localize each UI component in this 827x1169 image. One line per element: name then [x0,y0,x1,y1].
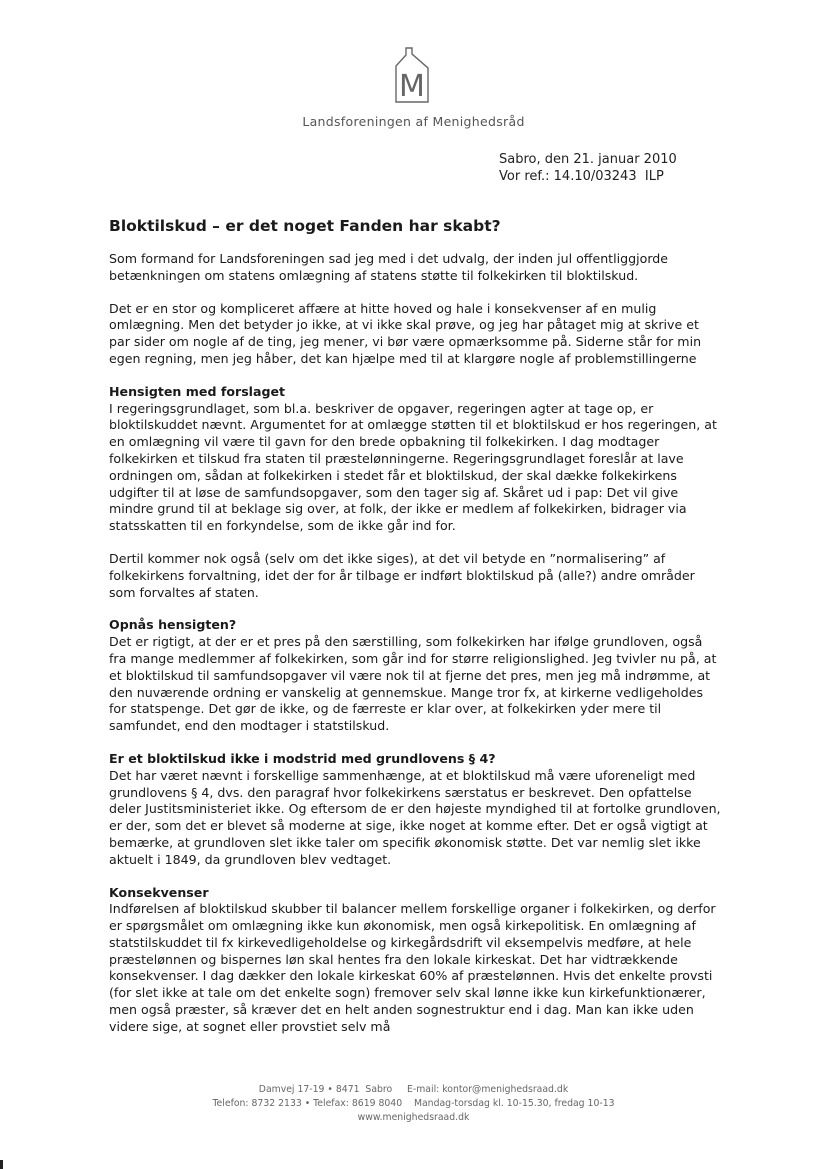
section-achieved [109,617,721,735]
organization-logo [392,46,432,104]
place-date: Sabro, den 21. januar 2010 [499,152,677,167]
document-title: Bloktilskud – er det noget Fanden har skabt? [109,217,501,235]
section-paragraph: Dertil kommer nok også (selv om det ikke siges), at det vil betyde en ”normalisering” af folkekirkens forvaltning, idet der for år tilbage er indført bloktilskud på (alle?) andre områder som forvaltes af staten. [109,550,695,600]
letter-footer [0,1083,827,1125]
intro-paragraph: Som formand for Landsforeningen sad jeg med i det udvalg, der inden jul offentliggjorde betænkningen om statens omlægning af statens støtte til folkekirken til bloktilskud. [109,251,669,283]
logo-letter: M [399,69,425,104]
section-paragraph: Det har været nævnt i forskellige sammenhænge, at et bloktilskud må være uforeneligt med grundlovens § 4, dvs. den paragraf hvor folkekirkens særstatus er beskrevet. Den opfattelse deler Justitsministeriet ikke. Og eftersom de er den højeste myndighed til at fortolke grundloven, er der, som det er blevet så moderne at sige, ikke noget at komme efter. Det er også vigtigt at bemærke, at grundloven slet ikke taler om specifik økonomisk støtte. Det var nemlig slet ikke aktuelt i 1849, da grundloven blev vedtaget. [109,767,721,867]
footer-address-email: Damvej 17-19 • 8471 Sabro E-mail: kontor@menighedsraad.dk [258,1084,569,1095]
section-heading: Konsekvenser [109,884,209,900]
section-heading: Er et bloktilskud ikke i modstrid med grundlovens § 4? [109,750,496,766]
document-body [109,251,721,1052]
section-purpose [109,384,721,602]
section-heading: Hensigten med forslaget [109,383,286,399]
letter-meta [499,151,677,185]
section-paragraph: Det er rigtigt, at der er et pres på den særstilling, som folkekirken har ifølge grundloven, også fra mange medlemmer af folkekirken, som går ind for større religionslighed. Jeg tvivler nu på, at et bloktilskud til samfundsopgaver vil være nok til at fjerne det pres, men jeg må indrømme, at den nuværende ordning er vanskelig at gennemskue. Mange tror fx, at kirkerne vedligeholdes for statspenge. Det gør de ikke, og de færreste er klar over, at folkekirken yder mere til samfundet, end den modtager i statstilskud. [109,634,717,734]
section-heading: Opnås hensigten? [109,617,237,633]
intro-paragraph: Det er en stor og kompliceret affære at hitte hoved og hale i konsekvenser af en mulig omlægning. Men det betyder jo ikke, at vi ikke skal prøve, og jeg har påtaget mig at skrive et par sider om nogle af de ting, jeg mener, vi bør være opmærksomme på. Siderne står for min egen regning, men jeg håber, det kan hjælpe med til at klargøre nogle af problemstillingerne [109,300,702,366]
reference-number: Vor ref.: 14.10/03243 ILP [499,169,664,184]
organization-name: Landsforeningen af Menighedsråd [302,114,525,129]
section-paragraph: Indførelsen af bloktilskud skubber til balancer mellem forskellige organer i folkekirken, og derfor er spørgsmålet om omlægning ikke kun økonomisk, men også kirkepolitisk. En omlægning af statstilskuddet til fx kirkevedligeholdelse og kirkegårdsdrift vil eksempelvis medføre, at hele præstelønnen og bispernes løn skal hentes fra den lokale kirkeskat. Det har vidtrækkende konsekvenser. I dag dækker den lokale kirkeskat 60% af præstelønnen. Hvis det enkelte provsti (for slet ikke at tale om det enkelte sogn) fremover selv skal lønne ikke kun kirkefunktionærer, men også præster, så kræver det en helt anden sognestruktur end i dag. Man kan ikke uden videre sige, at sognet eller provstiet selv må [109,901,716,1034]
scan-mark [0,1160,3,1169]
section-paragraph: I regeringsgrundlaget, som bl.a. beskriver de opgaver, regeringen agter at tage op, er bloktilskuddet nævnt. Argumentet for at omlægge støtten til et bloktilskud er hos regeringen, at en omlægning vil være til gavn for den brede opbakning til folkekirken. I dag modtager folkekirken et tilskud fra staten til præstelønningerne. Regeringsgrundlaget foreslår at lave ordningen om, sådan at folkekirken i stedet får et bloktilskud, der skal dække folkekirkens udgifter til at løse de samfundsopgaver, som den tager sig af. Skåret ud i pap: Det vil give mindre grund til at beklage sig over, at folk, der ikke er medlem af folkekirken, bidrager via statsskatten til en forkyndelse, som de ikke går ind for. [109,400,717,534]
section-consequences [109,885,721,1036]
footer-website: www.menighedsraad.dk [357,1112,470,1123]
section-constitution [109,751,721,869]
footer-phone-hours: Telefon: 8732 2133 • Telefax: 8619 8040 Mandag-torsdag kl. 10-15.30, fredag 10-13 [212,1098,615,1109]
